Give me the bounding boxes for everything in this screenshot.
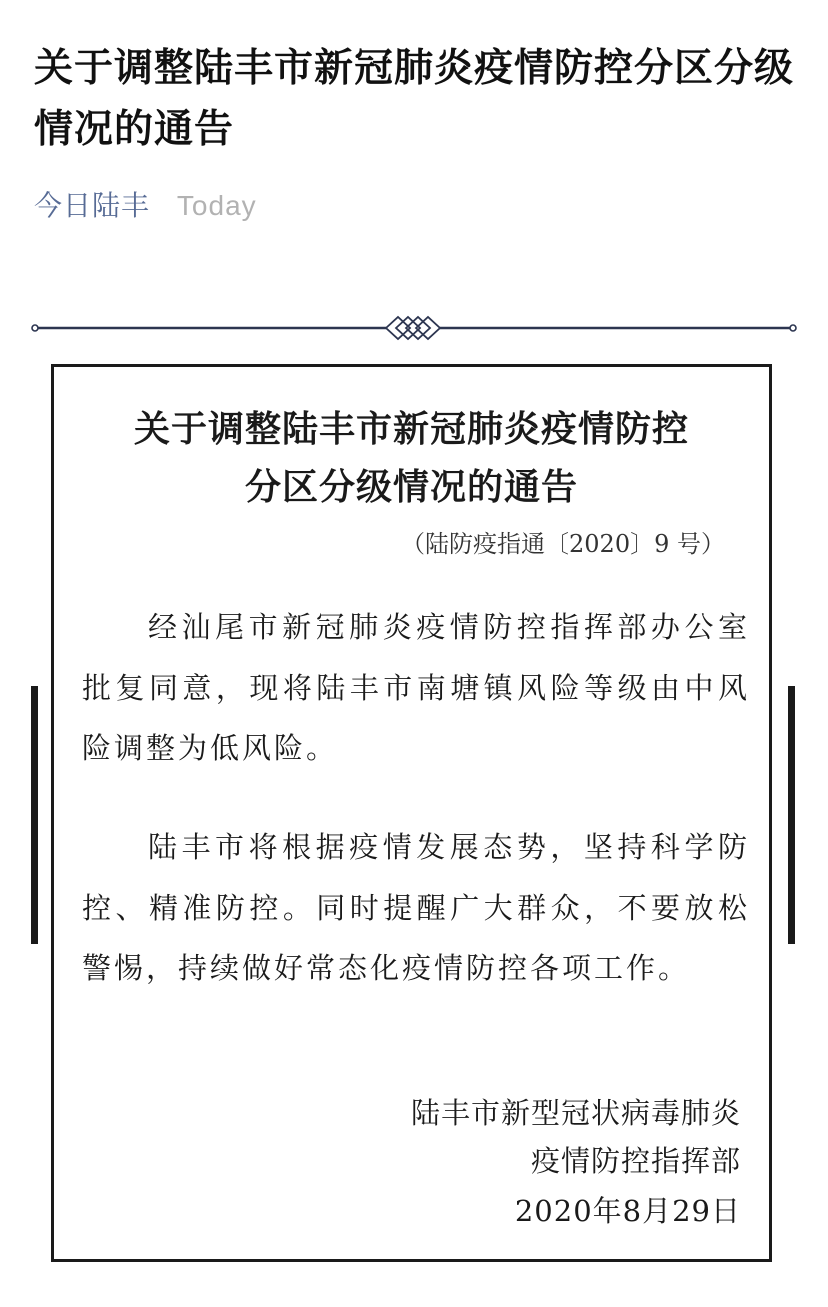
right-frame-bar [788,686,795,944]
article-title: 关于调整陆丰市新冠肺炎疫情防控分区分级情况的通告 [34,46,795,152]
notice-paragraph-1: 经汕尾市新冠肺炎疫情防控指挥部办公室批复同意，现将陆丰市南塘镇风险等级由中风险调整为低风险。 [82,610,750,765]
signature-line-1: 陆丰市新型冠状病毒肺炎 [410,1096,741,1130]
decorative-divider [30,312,800,344]
notice-image [51,364,772,1262]
divider-left-dot-icon [32,325,38,331]
notice-title-line2: 分区分级情况的通告 [244,467,578,508]
publish-time: Today [176,190,257,221]
notice-title [54,401,769,517]
account-name-link[interactable]: 今日陆丰 [34,189,151,222]
document-number: （陆防疫指通〔2020〕9 号） [401,530,725,558]
signature-line-2: 疫情防控指挥部 [530,1144,741,1178]
notice-title-line1: 关于调整陆丰市新冠肺炎疫情防控 [133,409,689,450]
notice-paragraph-2: 陆丰市将根据疫情发展态势，坚持科学防控、精准防控。同时提醒广大群众，不要放松警惕，持续做好常态化疫情防控各项工作。 [82,830,750,985]
notice-date: 2020年8月29日 [514,1194,741,1228]
left-frame-bar [31,686,38,944]
article-meta [34,186,257,226]
diamond-chain-icon [386,317,440,339]
divider-right-dot-icon [790,325,796,331]
